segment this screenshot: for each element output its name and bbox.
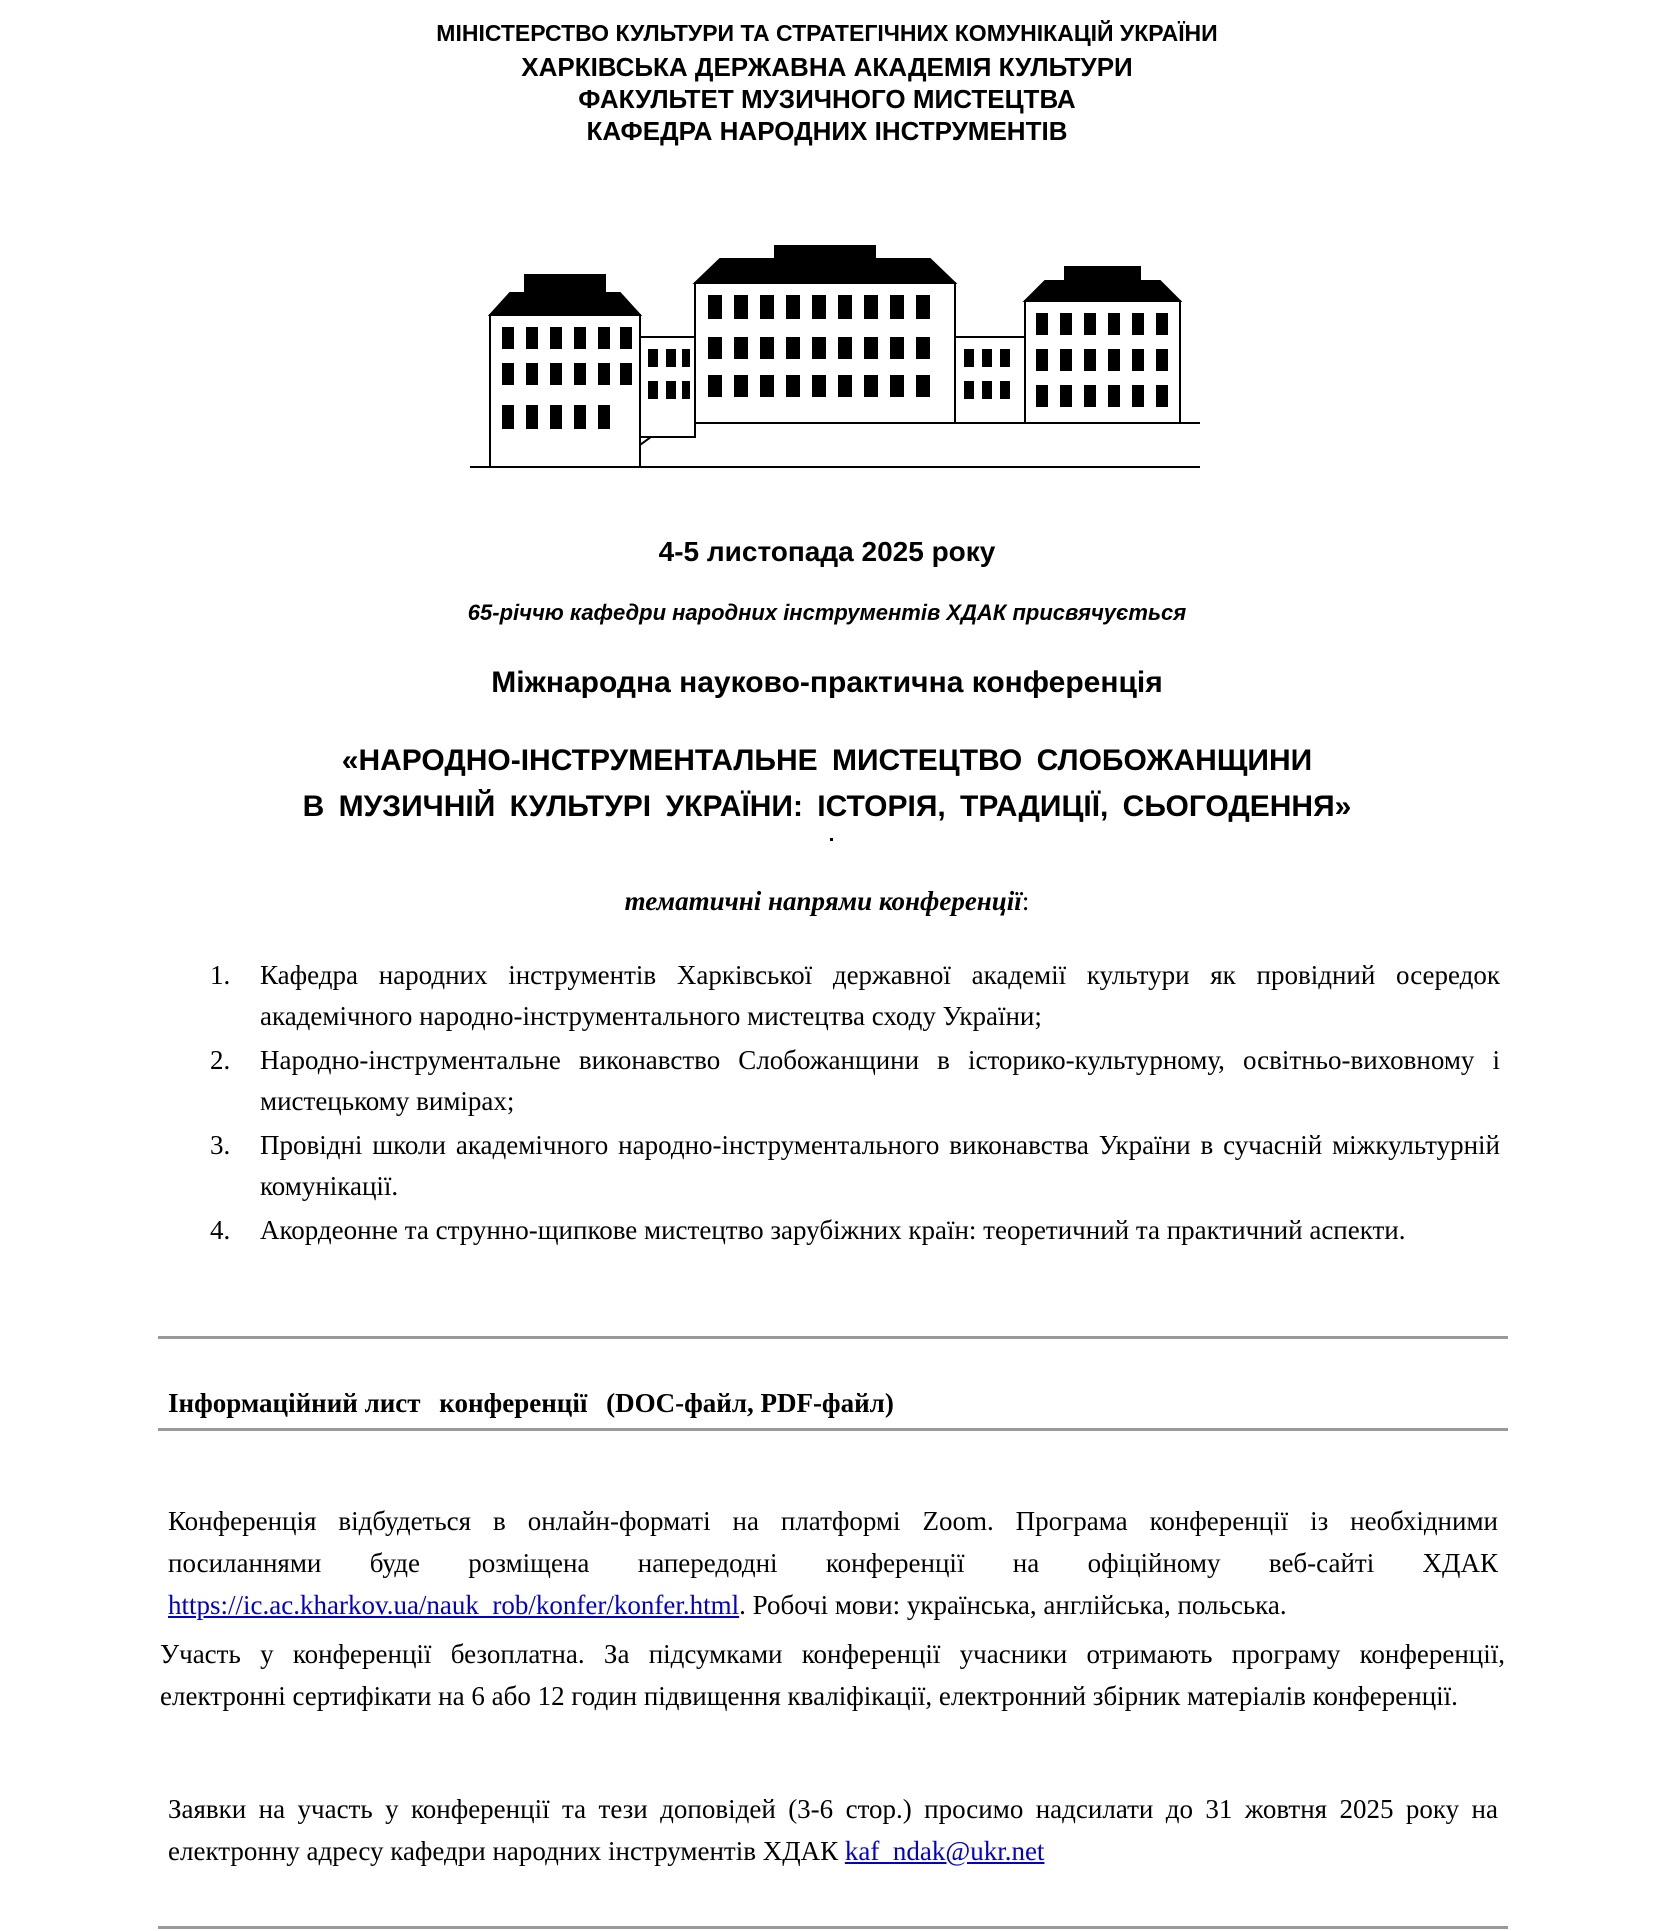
list-item-text: Народно-інструментальне виконавство Слобожанщини в історико-культурному, освітньо-виховному і мистецькому вимірах; <box>260 1045 1500 1116</box>
list-item-number: 4. <box>210 1215 231 1245</box>
list-item-text: Акордеонне та струнно-щипкове мистецтво зарубіжних країн: теоретичний та практичний аспекти. <box>260 1215 1406 1245</box>
paragraph-applications-text: Заявки на участь у конференції та тези доповідей (3-6 стор.) просимо надсилати до 31 жовтня 2025 року на електронну адресу кафедри народних інструментів ХДАК <box>168 1794 1498 1866</box>
list-item <box>210 1210 1500 1251</box>
faculty-name: ФАКУЛЬТЕТ МУЗИЧНОГО МИСТЕЦТВА <box>578 84 1076 114</box>
list-item-number: 3. <box>210 1130 231 1160</box>
divider-bottom <box>158 1926 1508 1929</box>
divider-middle <box>158 1428 1508 1431</box>
academy-name: ХАРКІВСЬКА ДЕРЖАВНА АКАДЕМІЯ КУЛЬТУРИ <box>521 52 1133 82</box>
list-item <box>210 1125 1500 1207</box>
themes-heading <box>0 886 1654 917</box>
info-letter-label: Інформаційний лист <box>168 1388 421 1418</box>
paragraph-format-text: Конференція відбудеться в онлайн-форматі на платформі Zoom. Програма конференції із необхідними посиланнями буде розміщена напередодні конференції на офіційному веб-сайті ХДАК <box>168 1506 1498 1578</box>
list-item-text: Провідні школи академічного народно-інструментального виконавства України в сучасній міжкультурній комунікації. <box>260 1130 1500 1201</box>
department-email-link[interactable]: kaf_ndak@ukr.net <box>844 1836 1045 1866</box>
list-item <box>210 1040 1500 1122</box>
conference-date: 4-5 листопада 2025 року <box>658 536 996 567</box>
list-item-number: 2. <box>210 1045 231 1075</box>
academy-building-illustration <box>470 245 1200 475</box>
paragraph-applications <box>168 1788 1498 1872</box>
themes-heading-colon: : <box>1021 886 1030 916</box>
stray-dot <box>830 838 833 841</box>
info-letter-line <box>168 1388 906 1419</box>
paragraph-format <box>168 1500 1498 1626</box>
ministry-name: МІНІСТЕРСТВО КУЛЬТУРИ ТА СТРАТЕГІЧНИХ КОМУНІКАЦІЙ УКРАЇНИ <box>436 20 1218 46</box>
info-letter-conference: конференції <box>439 1388 588 1418</box>
info-letter-files[interactable]: (DOC-файл, PDF-файл) <box>606 1388 894 1418</box>
department-name: КАФЕДРА НАРОДНИХ ІНСТРУМЕНТІВ <box>586 116 1068 146</box>
conference-title-line-1: «НАРОДНО-ІНСТРУМЕНТАЛЬНЕ МИСТЕЦТВО СЛОБОЖАНЩИНИ <box>341 744 1313 777</box>
paragraph-participation: Участь у конференції безоплатна. За підсумками конференції учасники отримають програму конференції, електронні сертифікати на 6 або 12 годин підвищення кваліфікації, електронний збірник матеріалів конференції. <box>160 1639 1505 1711</box>
divider-top <box>158 1336 1508 1339</box>
conference-website-link[interactable]: https://ic.ac.kharkov.ua/nauk_rob/konfer/konfer.html <box>168 1590 740 1620</box>
themes-heading-text: тематичні напрями конференції <box>624 886 1022 916</box>
list-item <box>210 955 1500 1037</box>
list-item-number: 1. <box>210 960 231 990</box>
conference-type: Міжнародна науково-практична конференція <box>491 666 1163 699</box>
dedication-line: 65-річчю кафедри народних інструментів ХДАК присвячується <box>467 600 1187 625</box>
list-item-text: Кафедра народних інструментів Харківської державної академії культури як провідний осередок академічного народно-інструментального мистецтва сходу України; <box>260 960 1500 1031</box>
themes-list <box>210 955 1500 1254</box>
paragraph-format-tail: . Робочі мови: українська, англійська, польська. <box>739 1590 1287 1620</box>
conference-title-line-2: В МУЗИЧНІЙ КУЛЬТУРІ УКРАЇНИ: ІСТОРІЯ, ТРАДИЦІЇ, СЬОГОДЕННЯ» <box>302 790 1352 823</box>
